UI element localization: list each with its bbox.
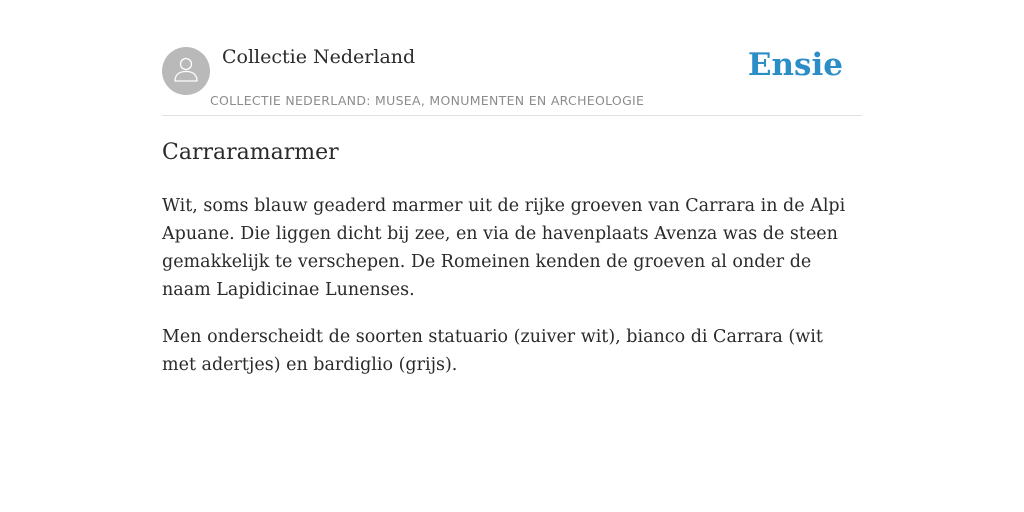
brand-logo[interactable]: Ensie [747,47,843,83]
header [162,0,862,116]
content-container [162,0,862,375]
author-name[interactable]: Collectie Nederland [222,46,416,68]
avatar[interactable] [162,47,210,95]
page-title: Carraramarmer [162,140,339,165]
article-body [162,192,862,398]
paragraph: Men onderscheidt de soorten statuario (zuiver wit), bianco di Carrara (wit met adertjes) en bardiglio (grijs). [162,327,823,375]
user-silhouette-icon [171,54,201,89]
source-name[interactable]: COLLECTIE NEDERLAND: MUSEA, MONUMENTEN EN ARCHEOLOGIE [210,93,645,108]
paragraph: Wit, soms blauw geaderd marmer uit de rijke groeven van Carrara in de Alpi Apuane. Die liggen dicht bij zee, en via de havenplaats Avenza was de steen gemakkelijk te verschepen. De Romeinen kenden de groeven al onder de naam Lapidicinae Lunenses. [162,196,846,300]
